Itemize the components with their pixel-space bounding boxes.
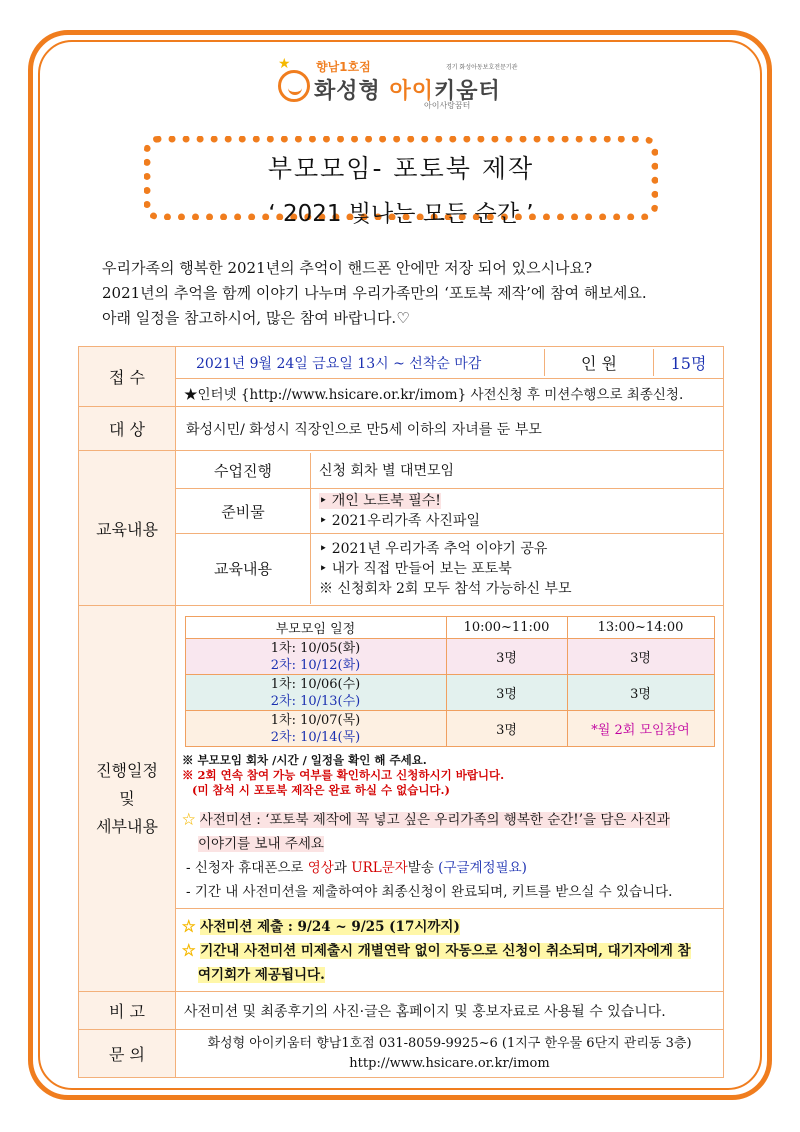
intro-line: 우리가족의 행복한 2021년의 추억이 핸드폰 안에만 저장 되어 있으시나요? — [102, 259, 593, 277]
intro-line: 2021년의 추억을 함께 이야기 나누며 우리가족만의 ‘포토북 제작’에 참여 해보세요. — [102, 284, 647, 302]
cancel-notice: 기간내 사전미션 미제출시 개별연락 없이 자동으로 신청이 취소되며, 대기자에게 참 — [200, 943, 691, 959]
education-label: 교육내용 — [79, 451, 176, 606]
logo-org: 경기 화성아동보호전문기관 — [446, 64, 518, 71]
schedule-warning: ※ 2회 연속 참여 가능 여부를 확인하시고 신청하시기 바랍니다. — [182, 768, 505, 782]
reception-date: 2021년 9월 24일 금요일 13시 ~ 선착순 마감 — [176, 349, 545, 376]
schedule-row: 1차: 10/06(수) 2차: 10/13(수) 3명 3명 — [185, 675, 714, 711]
education-row-name: 수업진행 — [176, 453, 311, 489]
logo-branch: 향남1호점 — [316, 60, 371, 74]
capacity-value: 15명 — [670, 354, 707, 373]
logo-name: 화성형 아이키움터 — [314, 79, 501, 104]
star-icon: ☆ — [182, 812, 196, 828]
education-row-item: ‣ 2021우리가족 사진파일 — [319, 513, 480, 529]
logo — [278, 58, 538, 108]
send-instruction: - 신청자 휴대폰으로 영상과 URL문자발송 (구글계정필요) — [186, 860, 527, 876]
target-label: 대 상 — [79, 407, 176, 451]
title-box — [144, 136, 658, 227]
target-text: 화성시민/ 화성시 직장인으로 만5세 이하의 자녀를 둔 부모 — [176, 407, 724, 451]
page-subtitle: ‘ 2021 빛나는 모든 순간 ’ — [268, 201, 534, 227]
schedule-row: 1차: 10/05(화) 2차: 10/12(화) 3명 3명 — [185, 639, 714, 675]
smiley-logo-icon — [278, 70, 310, 102]
star-icon: ☆ — [182, 919, 196, 935]
schedule-row: 1차: 10/07(목) 2차: 10/14(목) 3명 *월 2회 모임참여 — [185, 711, 714, 747]
schedule-note: ※ 부모모임 회차 /시간 / 일정을 확인 해 주세요. — [182, 753, 427, 767]
page-title: 부모모임- 포토북 제작 — [267, 154, 535, 183]
info-table — [78, 346, 724, 1078]
schedule-table — [185, 616, 715, 747]
deadline-note: - 기간 내 사전미션을 제출하여야 최종신청이 완료되며, 키트를 받으실 수 있습니다. — [186, 884, 673, 900]
reception-note: ★인터넷 {http://www.hsicare.or.kr/imom} 사전신청 후 미션수행으로 최종신청. — [176, 379, 724, 407]
schedule-warning: (미 참석 시 포토북 제작은 완료 하실 수 없습니다.) — [192, 783, 450, 797]
schedule-header: 10:00~11:00 — [446, 617, 567, 639]
education-row-item: ‣ 2021년 우리가족 추억 이야기 공유 — [319, 540, 548, 557]
intro-text — [102, 256, 647, 331]
schedule-header: 13:00~14:00 — [567, 617, 714, 639]
education-row-name: 준비물 — [176, 489, 311, 534]
remark-label: 비 고 — [79, 992, 176, 1030]
schedule-label: 진행일정 및 세부내용 — [79, 606, 176, 992]
inquiry-label: 문 의 — [79, 1030, 176, 1078]
intro-line: 아래 일정을 참고하시어, 많은 참여 바랍니다.♡ — [102, 309, 410, 327]
education-row-item: ‣ 개인 노트북 필수! — [319, 493, 441, 509]
reception-label: 접 수 — [79, 347, 176, 407]
mission-text: 이야기를 보내 주세요 — [198, 836, 324, 852]
education-table — [176, 453, 723, 604]
schedule-header: 부모모임 일정 — [185, 617, 446, 639]
cancel-notice: 여기회가 제공됩니다. — [198, 967, 325, 983]
logo-sub: 아이사랑꿈터 — [424, 101, 471, 110]
mission-text: 사전미션 : ‘포토북 제작에 꼭 넣고 싶은 우리가족의 행복한 순간!’을 담은 사진과 — [199, 812, 670, 828]
inquiry-contact: 화성형 아이키움터 향남1호점 031-8059-9925~6 (1지구 한우물 6단지 관리동 3층) — [207, 1035, 692, 1051]
mission-deadline: 사전미션 제출 : 9/24 ~ 9/25 (17시까지) — [200, 919, 460, 935]
capacity-label: 인 원 — [545, 349, 654, 376]
remark-text: 사전미션 및 최종후기의 사진·글은 홈페이지 및 홍보자료로 사용될 수 있습니다. — [176, 992, 724, 1030]
inquiry-url: http://www.hsicare.or.kr/imom — [349, 1055, 550, 1071]
star-icon: ☆ — [182, 943, 196, 959]
education-row-item: ※ 신청회차 2회 모두 참석 가능하신 부모 — [319, 580, 572, 597]
star-icon: ★ — [278, 56, 291, 72]
education-row-name: 교육내용 — [176, 534, 311, 604]
education-row-item: ‣ 내가 직접 만들어 보는 포토북 — [319, 560, 512, 577]
education-row-item: 신청 회차 별 대면모임 — [311, 453, 724, 489]
